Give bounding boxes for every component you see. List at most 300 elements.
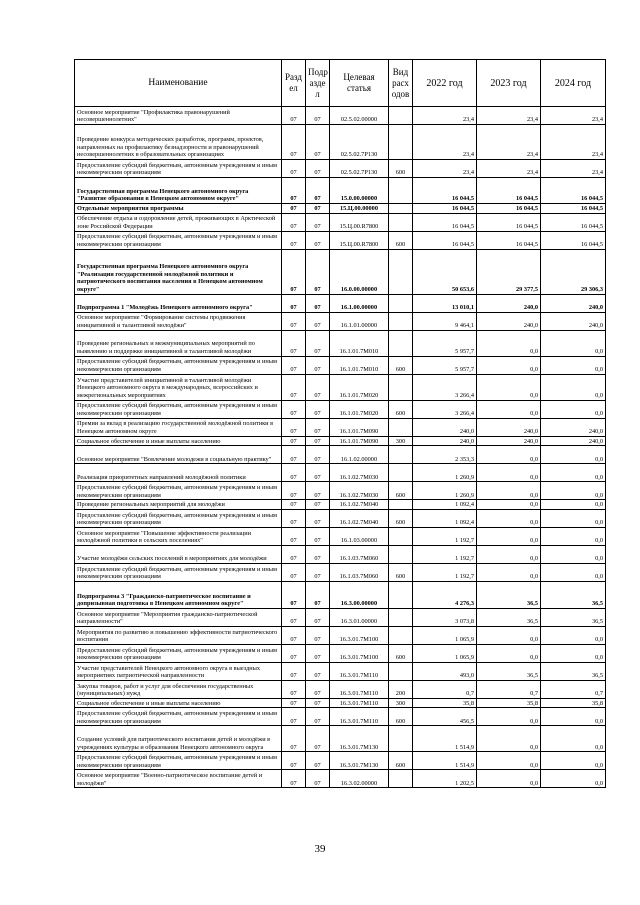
table-row — [75, 213, 606, 231]
cell-2024: 240,0 — [541, 436, 606, 446]
cell-2023: 0,0 — [477, 482, 541, 500]
cell-podrazdel: 07 — [306, 527, 330, 545]
table-header-row — [75, 60, 606, 107]
cell-razdel: 07 — [282, 464, 306, 482]
cell-2023: 0,0 — [477, 330, 541, 356]
cell-2024: 0,0 — [541, 563, 606, 581]
cell-2023: 36,5 — [477, 662, 541, 680]
cell-podrazdel: 07 — [306, 644, 330, 662]
cell-name: Предоставление субсидий бюджетным, автономным учреждениям и иным некоммерческим организациям — [75, 356, 282, 374]
cell-2022: 23,4 — [413, 107, 477, 125]
cell-target: 02.5.02.7Р130 — [330, 160, 389, 178]
cell-podrazdel: 07 — [306, 563, 330, 581]
cell-2023: 35,8 — [477, 698, 541, 708]
header-razdel: Разд ел — [282, 60, 306, 107]
cell-razdel: 07 — [282, 204, 306, 214]
cell-vid: 600 — [389, 563, 413, 581]
cell-2024: 23,4 — [541, 107, 606, 125]
cell-target: 16.3.01.7М100 — [330, 644, 389, 662]
cell-name: Предоставление субсидий бюджетным, автономным учреждениям и иным некоммерческим организациям — [75, 644, 282, 662]
cell-podrazdel: 07 — [306, 698, 330, 708]
cell-vid — [389, 464, 413, 482]
cell-razdel: 07 — [282, 662, 306, 680]
cell-target: 16.3.01.7М100 — [330, 626, 389, 644]
cell-vid: 600 — [389, 752, 413, 770]
table-row — [75, 374, 606, 400]
cell-razdel: 07 — [282, 752, 306, 770]
cell-vid — [389, 527, 413, 545]
table-row — [75, 500, 606, 510]
cell-2024: 0,0 — [541, 330, 606, 356]
cell-2022: 16 044,5 — [413, 231, 477, 249]
cell-2023: 0,0 — [477, 374, 541, 400]
cell-vid — [389, 294, 413, 312]
cell-2024: 0,0 — [541, 374, 606, 400]
cell-vid — [389, 249, 413, 294]
cell-2022: 1 260,9 — [413, 482, 477, 500]
cell-vid — [389, 545, 413, 563]
cell-podrazdel: 07 — [306, 436, 330, 446]
cell-razdel: 07 — [282, 436, 306, 446]
cell-2024: 16 044,5 — [541, 231, 606, 249]
cell-2023: 0,0 — [477, 527, 541, 545]
table-row — [75, 249, 606, 294]
cell-target: 16.1.01.7М090 — [330, 436, 389, 446]
cell-2023: 16 044,5 — [477, 231, 541, 249]
budget-table — [74, 59, 606, 788]
table-row — [75, 662, 606, 680]
cell-target: 16.3.00.00000 — [330, 581, 389, 608]
cell-podrazdel: 07 — [306, 446, 330, 464]
cell-name: Предоставление субсидий бюджетным, автономным учреждениям и иным некоммерческим организациям — [75, 231, 282, 249]
cell-target: 15.Ц.00.00000 — [330, 204, 389, 214]
cell-2023: 0,0 — [477, 356, 541, 374]
cell-target: 16.1.02.7М030 — [330, 482, 389, 500]
cell-vid: 300 — [389, 436, 413, 446]
cell-target: 02.5.02.7Р130 — [330, 125, 389, 160]
table-row — [75, 356, 606, 374]
cell-podrazdel: 07 — [306, 608, 330, 626]
cell-podrazdel: 07 — [306, 400, 330, 418]
cell-vid — [389, 662, 413, 680]
cell-2022: 0,7 — [413, 680, 477, 698]
cell-vid — [389, 107, 413, 125]
cell-2022: 493,0 — [413, 662, 477, 680]
cell-2022: 1 192,7 — [413, 563, 477, 581]
cell-name: Премии за вклад в реализацию государственной молодёжной политики в Ненецком автономном округе — [75, 418, 282, 436]
cell-2023: 0,0 — [477, 752, 541, 770]
cell-2022: 23,4 — [413, 125, 477, 160]
table-row — [75, 231, 606, 249]
cell-target: 16.1.03.7М060 — [330, 545, 389, 563]
table-row — [75, 125, 606, 160]
cell-vid — [389, 330, 413, 356]
table-row — [75, 527, 606, 545]
cell-vid: 600 — [389, 509, 413, 527]
cell-razdel: 07 — [282, 626, 306, 644]
cell-razdel: 07 — [282, 213, 306, 231]
cell-2024: 29 306,3 — [541, 249, 606, 294]
cell-2023: 23,4 — [477, 160, 541, 178]
cell-2024: 36,5 — [541, 608, 606, 626]
cell-podrazdel: 07 — [306, 374, 330, 400]
cell-2024: 0,0 — [541, 464, 606, 482]
cell-vid — [389, 125, 413, 160]
cell-target: 16.3.01.7М110 — [330, 708, 389, 726]
table-row — [75, 581, 606, 608]
cell-vid: 600 — [389, 708, 413, 726]
cell-2023: 0,0 — [477, 464, 541, 482]
cell-2022: 5 957,7 — [413, 356, 477, 374]
cell-name: Предоставление субсидий бюджетным, автономным учреждениям и иным некоммерческим организациям — [75, 509, 282, 527]
cell-razdel: 07 — [282, 770, 306, 788]
cell-2024: 0,0 — [541, 446, 606, 464]
cell-2023: 0,0 — [477, 644, 541, 662]
header-name: Наименование — [75, 60, 282, 107]
cell-2022: 16 044,5 — [413, 178, 477, 204]
cell-razdel: 07 — [282, 726, 306, 752]
cell-2022: 9 464,1 — [413, 312, 477, 330]
cell-2023: 0,0 — [477, 563, 541, 581]
cell-name: Мероприятия по развитию и повышению эффективности патриотического воспитания — [75, 626, 282, 644]
cell-name: Основное мероприятие "Повышение эффективности реализации молодёжной политики в сельских поселениях" — [75, 527, 282, 545]
cell-podrazdel: 07 — [306, 312, 330, 330]
cell-podrazdel: 07 — [306, 726, 330, 752]
cell-2024: 240,0 — [541, 312, 606, 330]
table-row — [75, 644, 606, 662]
table-body — [75, 107, 606, 788]
cell-vid: 600 — [389, 644, 413, 662]
cell-target: 15.0.00.00000 — [330, 178, 389, 204]
cell-name: Предоставление субсидий бюджетным, автономным учреждениям и иным некоммерческим организациям — [75, 482, 282, 500]
cell-2022: 1 092,4 — [413, 509, 477, 527]
cell-razdel: 07 — [282, 698, 306, 708]
cell-vid: 200 — [389, 680, 413, 698]
cell-2022: 50 653,6 — [413, 249, 477, 294]
cell-2022: 5 957,7 — [413, 330, 477, 356]
table-row — [75, 178, 606, 204]
cell-podrazdel: 07 — [306, 125, 330, 160]
cell-2024: 0,0 — [541, 726, 606, 752]
cell-2024: 0,0 — [541, 626, 606, 644]
cell-podrazdel: 07 — [306, 418, 330, 436]
cell-vid — [389, 770, 413, 788]
cell-vid — [389, 581, 413, 608]
cell-2022: 4 276,3 — [413, 581, 477, 608]
cell-name: Закупка товаров, работ и услуг для обеспечения государственных (муниципальных) нужд — [75, 680, 282, 698]
cell-target: 16.1.02.00000 — [330, 446, 389, 464]
document-page — [74, 59, 605, 788]
cell-target: 16.3.01.7М110 — [330, 698, 389, 708]
cell-2023: 240,0 — [477, 418, 541, 436]
cell-name: Социальное обеспечение и иные выплаты населению — [75, 436, 282, 446]
table-row — [75, 770, 606, 788]
table-row — [75, 608, 606, 626]
cell-2022: 456,5 — [413, 708, 477, 726]
cell-name: Основное мероприятие "Вовлечение молодежи в социальную практику" — [75, 446, 282, 464]
cell-vid — [389, 500, 413, 510]
cell-2023: 0,0 — [477, 545, 541, 563]
cell-podrazdel: 07 — [306, 680, 330, 698]
cell-2022: 1 260,9 — [413, 464, 477, 482]
cell-podrazdel: 07 — [306, 545, 330, 563]
cell-name: Предоставление субсидий бюджетным, автономным учреждениям и иным некоммерческим организациям — [75, 563, 282, 581]
cell-name: Основное мероприятие "Профилактика правонарушений несовершеннолетних" — [75, 107, 282, 125]
cell-target: 16.3.01.7М110 — [330, 680, 389, 698]
cell-razdel: 07 — [282, 581, 306, 608]
cell-2023: 29 377,5 — [477, 249, 541, 294]
cell-razdel: 07 — [282, 374, 306, 400]
cell-2022: 16 044,5 — [413, 213, 477, 231]
cell-razdel: 07 — [282, 125, 306, 160]
cell-2023: 36,5 — [477, 608, 541, 626]
table-row — [75, 400, 606, 418]
cell-name: Социальное обеспечение и иные выплаты населению — [75, 698, 282, 708]
cell-razdel: 07 — [282, 563, 306, 581]
cell-razdel: 07 — [282, 231, 306, 249]
cell-2024: 36,5 — [541, 581, 606, 608]
cell-vid: 600 — [389, 400, 413, 418]
cell-podrazdel: 07 — [306, 107, 330, 125]
cell-name: Предоставление субсидий бюджетным, автономным учреждениям и иным некоммерческим организациям — [75, 708, 282, 726]
cell-name: Участие молодёжи сельских поселений в мероприятиях для молодёжи — [75, 545, 282, 563]
cell-vid — [389, 626, 413, 644]
cell-vid — [389, 213, 413, 231]
cell-2023: 23,4 — [477, 125, 541, 160]
cell-razdel: 07 — [282, 249, 306, 294]
cell-2022: 35,8 — [413, 698, 477, 708]
cell-target: 16.1.01.7М010 — [330, 356, 389, 374]
cell-2024: 240,0 — [541, 418, 606, 436]
table-row — [75, 436, 606, 446]
cell-2024: 0,0 — [541, 500, 606, 510]
header-target: Целевая статья — [330, 60, 389, 107]
cell-podrazdel: 07 — [306, 356, 330, 374]
table-row — [75, 545, 606, 563]
cell-razdel: 07 — [282, 527, 306, 545]
table-row — [75, 464, 606, 482]
cell-2022: 3 073,8 — [413, 608, 477, 626]
cell-name: Подпрограмма 3 "Гражданско-патриотическое воспитание и допризывная подготовка в Ненецком автономном округе" — [75, 581, 282, 608]
cell-podrazdel: 07 — [306, 160, 330, 178]
cell-2024: 23,4 — [541, 125, 606, 160]
cell-2023: 240,0 — [477, 312, 541, 330]
cell-2024: 0,0 — [541, 527, 606, 545]
cell-2022: 23,4 — [413, 160, 477, 178]
cell-target: 16.3.01.7М130 — [330, 752, 389, 770]
cell-2024: 0,0 — [541, 509, 606, 527]
cell-name: Предоставление субсидий бюджетным, автономным учреждениям и иным некоммерческим организациям — [75, 160, 282, 178]
cell-razdel: 07 — [282, 644, 306, 662]
header-podrazdel: Подр азде л — [306, 60, 330, 107]
cell-2023: 0,0 — [477, 708, 541, 726]
cell-vid — [389, 374, 413, 400]
cell-target: 16.1.03.7М060 — [330, 563, 389, 581]
cell-razdel: 07 — [282, 294, 306, 312]
cell-target: 16.3.01.7М110 — [330, 662, 389, 680]
cell-2022: 240,0 — [413, 436, 477, 446]
cell-podrazdel: 07 — [306, 708, 330, 726]
cell-name: Проведение конкурса методических разработок, программ, проектов, направленных на профилактику безнадзорности и правонарушений несовершеннолетних в образовательных организациях — [75, 125, 282, 160]
cell-2024: 0,0 — [541, 356, 606, 374]
cell-2024: 0,0 — [541, 770, 606, 788]
cell-razdel: 07 — [282, 545, 306, 563]
cell-2023: 0,0 — [477, 400, 541, 418]
cell-vid: 300 — [389, 698, 413, 708]
cell-name: Предоставление субсидий бюджетным, автономным учреждениям и иным некоммерческим организациям — [75, 752, 282, 770]
cell-razdel: 07 — [282, 482, 306, 500]
cell-2024: 0,0 — [541, 400, 606, 418]
cell-name: Участие представителей Ненецкого автономного округа в выездных мероприятиях патриотической направленности — [75, 662, 282, 680]
cell-razdel: 07 — [282, 509, 306, 527]
cell-name: Проведение региональных и межмуниципальных мероприятий по выявлению и поддержке инициативной и талантливой молодёжи — [75, 330, 282, 356]
cell-2024: 16 044,5 — [541, 178, 606, 204]
cell-vid — [389, 726, 413, 752]
table-row — [75, 107, 606, 125]
cell-2024: 0,0 — [541, 752, 606, 770]
cell-name: Основное мероприятие "Военно-патриотическое воспитание детей и молодёжи" — [75, 770, 282, 788]
cell-razdel: 07 — [282, 500, 306, 510]
cell-target: 15.Ц.00.R7800 — [330, 213, 389, 231]
cell-2023: 0,7 — [477, 680, 541, 698]
cell-2023: 0,0 — [477, 500, 541, 510]
header-2024: 2024 год — [541, 60, 606, 107]
cell-2022: 1 514,9 — [413, 752, 477, 770]
cell-name: Проведение региональных мероприятий для молодёжи — [75, 500, 282, 510]
cell-target: 16.1.01.7М090 — [330, 418, 389, 436]
cell-name: Предоставление субсидий бюджетным, автономным учреждениям и иным некоммерческим организациям — [75, 400, 282, 418]
cell-podrazdel: 07 — [306, 231, 330, 249]
cell-podrazdel: 07 — [306, 294, 330, 312]
cell-2023: 0,0 — [477, 626, 541, 644]
table-row — [75, 418, 606, 436]
cell-2022: 16 044,5 — [413, 204, 477, 214]
cell-target: 16.3.02.00000 — [330, 770, 389, 788]
table-row — [75, 626, 606, 644]
cell-name: Участие представителей инициативной и талантливой молодёжи Ненецкого автономного округа в международных, всероссийских и межрегиональных мероприятиях — [75, 374, 282, 400]
cell-2024: 0,0 — [541, 708, 606, 726]
cell-name: Основное мероприятие "Мероприятия гражданско-патриотической направленности" — [75, 608, 282, 626]
cell-podrazdel: 07 — [306, 770, 330, 788]
table-row — [75, 509, 606, 527]
cell-razdel: 07 — [282, 446, 306, 464]
cell-2023: 240,0 — [477, 436, 541, 446]
header-2023: 2023 год — [477, 60, 541, 107]
cell-vid: 600 — [389, 482, 413, 500]
cell-podrazdel: 07 — [306, 500, 330, 510]
cell-vid — [389, 418, 413, 436]
cell-vid — [389, 312, 413, 330]
cell-2024: 0,0 — [541, 482, 606, 500]
cell-2023: 23,4 — [477, 107, 541, 125]
table-row — [75, 330, 606, 356]
cell-target: 02.5.02.00000 — [330, 107, 389, 125]
cell-podrazdel: 07 — [306, 626, 330, 644]
cell-podrazdel: 07 — [306, 662, 330, 680]
cell-target: 16.1.02.7М030 — [330, 464, 389, 482]
cell-2023: 36,5 — [477, 581, 541, 608]
cell-target: 16.3.01.7М130 — [330, 726, 389, 752]
cell-vid: 600 — [389, 231, 413, 249]
cell-vid — [389, 608, 413, 626]
cell-razdel: 07 — [282, 178, 306, 204]
cell-2022: 240,0 — [413, 418, 477, 436]
table-row — [75, 726, 606, 752]
table-row — [75, 312, 606, 330]
cell-razdel: 07 — [282, 312, 306, 330]
page-number: 39 — [314, 843, 326, 855]
cell-razdel: 07 — [282, 356, 306, 374]
table-row — [75, 160, 606, 178]
cell-vid — [389, 178, 413, 204]
cell-2022: 2 353,3 — [413, 446, 477, 464]
cell-2023: 16 044,5 — [477, 204, 541, 214]
cell-vid: 600 — [389, 160, 413, 178]
cell-2022: 3 266,4 — [413, 400, 477, 418]
cell-name: Создание условий для патриотического воспитания детей и молодёжи в учреждениях культуры и образования Ненецкого автономного округа — [75, 726, 282, 752]
cell-vid — [389, 204, 413, 214]
cell-name: Государственная программа Ненецкого автономного округа "Развитие образования в Ненецком автономном округе" — [75, 178, 282, 204]
cell-target: 16.0.00.00000 — [330, 249, 389, 294]
cell-2022: 1 065,9 — [413, 626, 477, 644]
cell-2024: 0,7 — [541, 680, 606, 698]
table-row — [75, 563, 606, 581]
cell-target: 16.3.01.00000 — [330, 608, 389, 626]
cell-podrazdel: 07 — [306, 178, 330, 204]
table-row — [75, 680, 606, 698]
cell-2024: 240,0 — [541, 294, 606, 312]
cell-2022: 1 192,7 — [413, 545, 477, 563]
table-row — [75, 446, 606, 464]
cell-name: Отдельные мероприятия программы — [75, 204, 282, 214]
cell-target: 16.1.00.00000 — [330, 294, 389, 312]
cell-2024: 0,0 — [541, 545, 606, 563]
cell-2022: 1 092,4 — [413, 500, 477, 510]
cell-2024: 16 044,5 — [541, 204, 606, 214]
cell-target: 16.1.01.00000 — [330, 312, 389, 330]
cell-razdel: 07 — [282, 608, 306, 626]
cell-name: Государственная программа Ненецкого автономного округа "Реализация государственной молодёжной политики и патриотического воспитания населения в Ненецком автономном округе" — [75, 249, 282, 294]
cell-target: 16.1.02.7М040 — [330, 500, 389, 510]
cell-2023: 0,0 — [477, 770, 541, 788]
cell-razdel: 07 — [282, 107, 306, 125]
cell-target: 16.1.02.7М040 — [330, 509, 389, 527]
cell-2022: 1 065,9 — [413, 644, 477, 662]
cell-2024: 36,5 — [541, 662, 606, 680]
cell-name: Обеспечение отдыха и оздоровление детей, проживающих в Арктической зоне Российской Федерации — [75, 213, 282, 231]
header-2022: 2022 год — [413, 60, 477, 107]
cell-podrazdel: 07 — [306, 581, 330, 608]
cell-2023: 0,0 — [477, 726, 541, 752]
table-row — [75, 752, 606, 770]
cell-2023: 0,0 — [477, 509, 541, 527]
table-row — [75, 204, 606, 214]
cell-razdel: 07 — [282, 418, 306, 436]
cell-podrazdel: 07 — [306, 509, 330, 527]
cell-podrazdel: 07 — [306, 204, 330, 214]
cell-target: 16.1.01.7М010 — [330, 330, 389, 356]
cell-2024: 16 044,5 — [541, 213, 606, 231]
header-vid: Вид расх одов — [389, 60, 413, 107]
cell-razdel: 07 — [282, 680, 306, 698]
table-row — [75, 294, 606, 312]
cell-name: Основное мероприятие "Формирование системы продвижения инициативной и талантливой молодёжи" — [75, 312, 282, 330]
cell-razdel: 07 — [282, 708, 306, 726]
cell-2022: 1 192,7 — [413, 527, 477, 545]
cell-podrazdel: 07 — [306, 330, 330, 356]
cell-razdel: 07 — [282, 330, 306, 356]
cell-target: 16.1.01.7М020 — [330, 374, 389, 400]
